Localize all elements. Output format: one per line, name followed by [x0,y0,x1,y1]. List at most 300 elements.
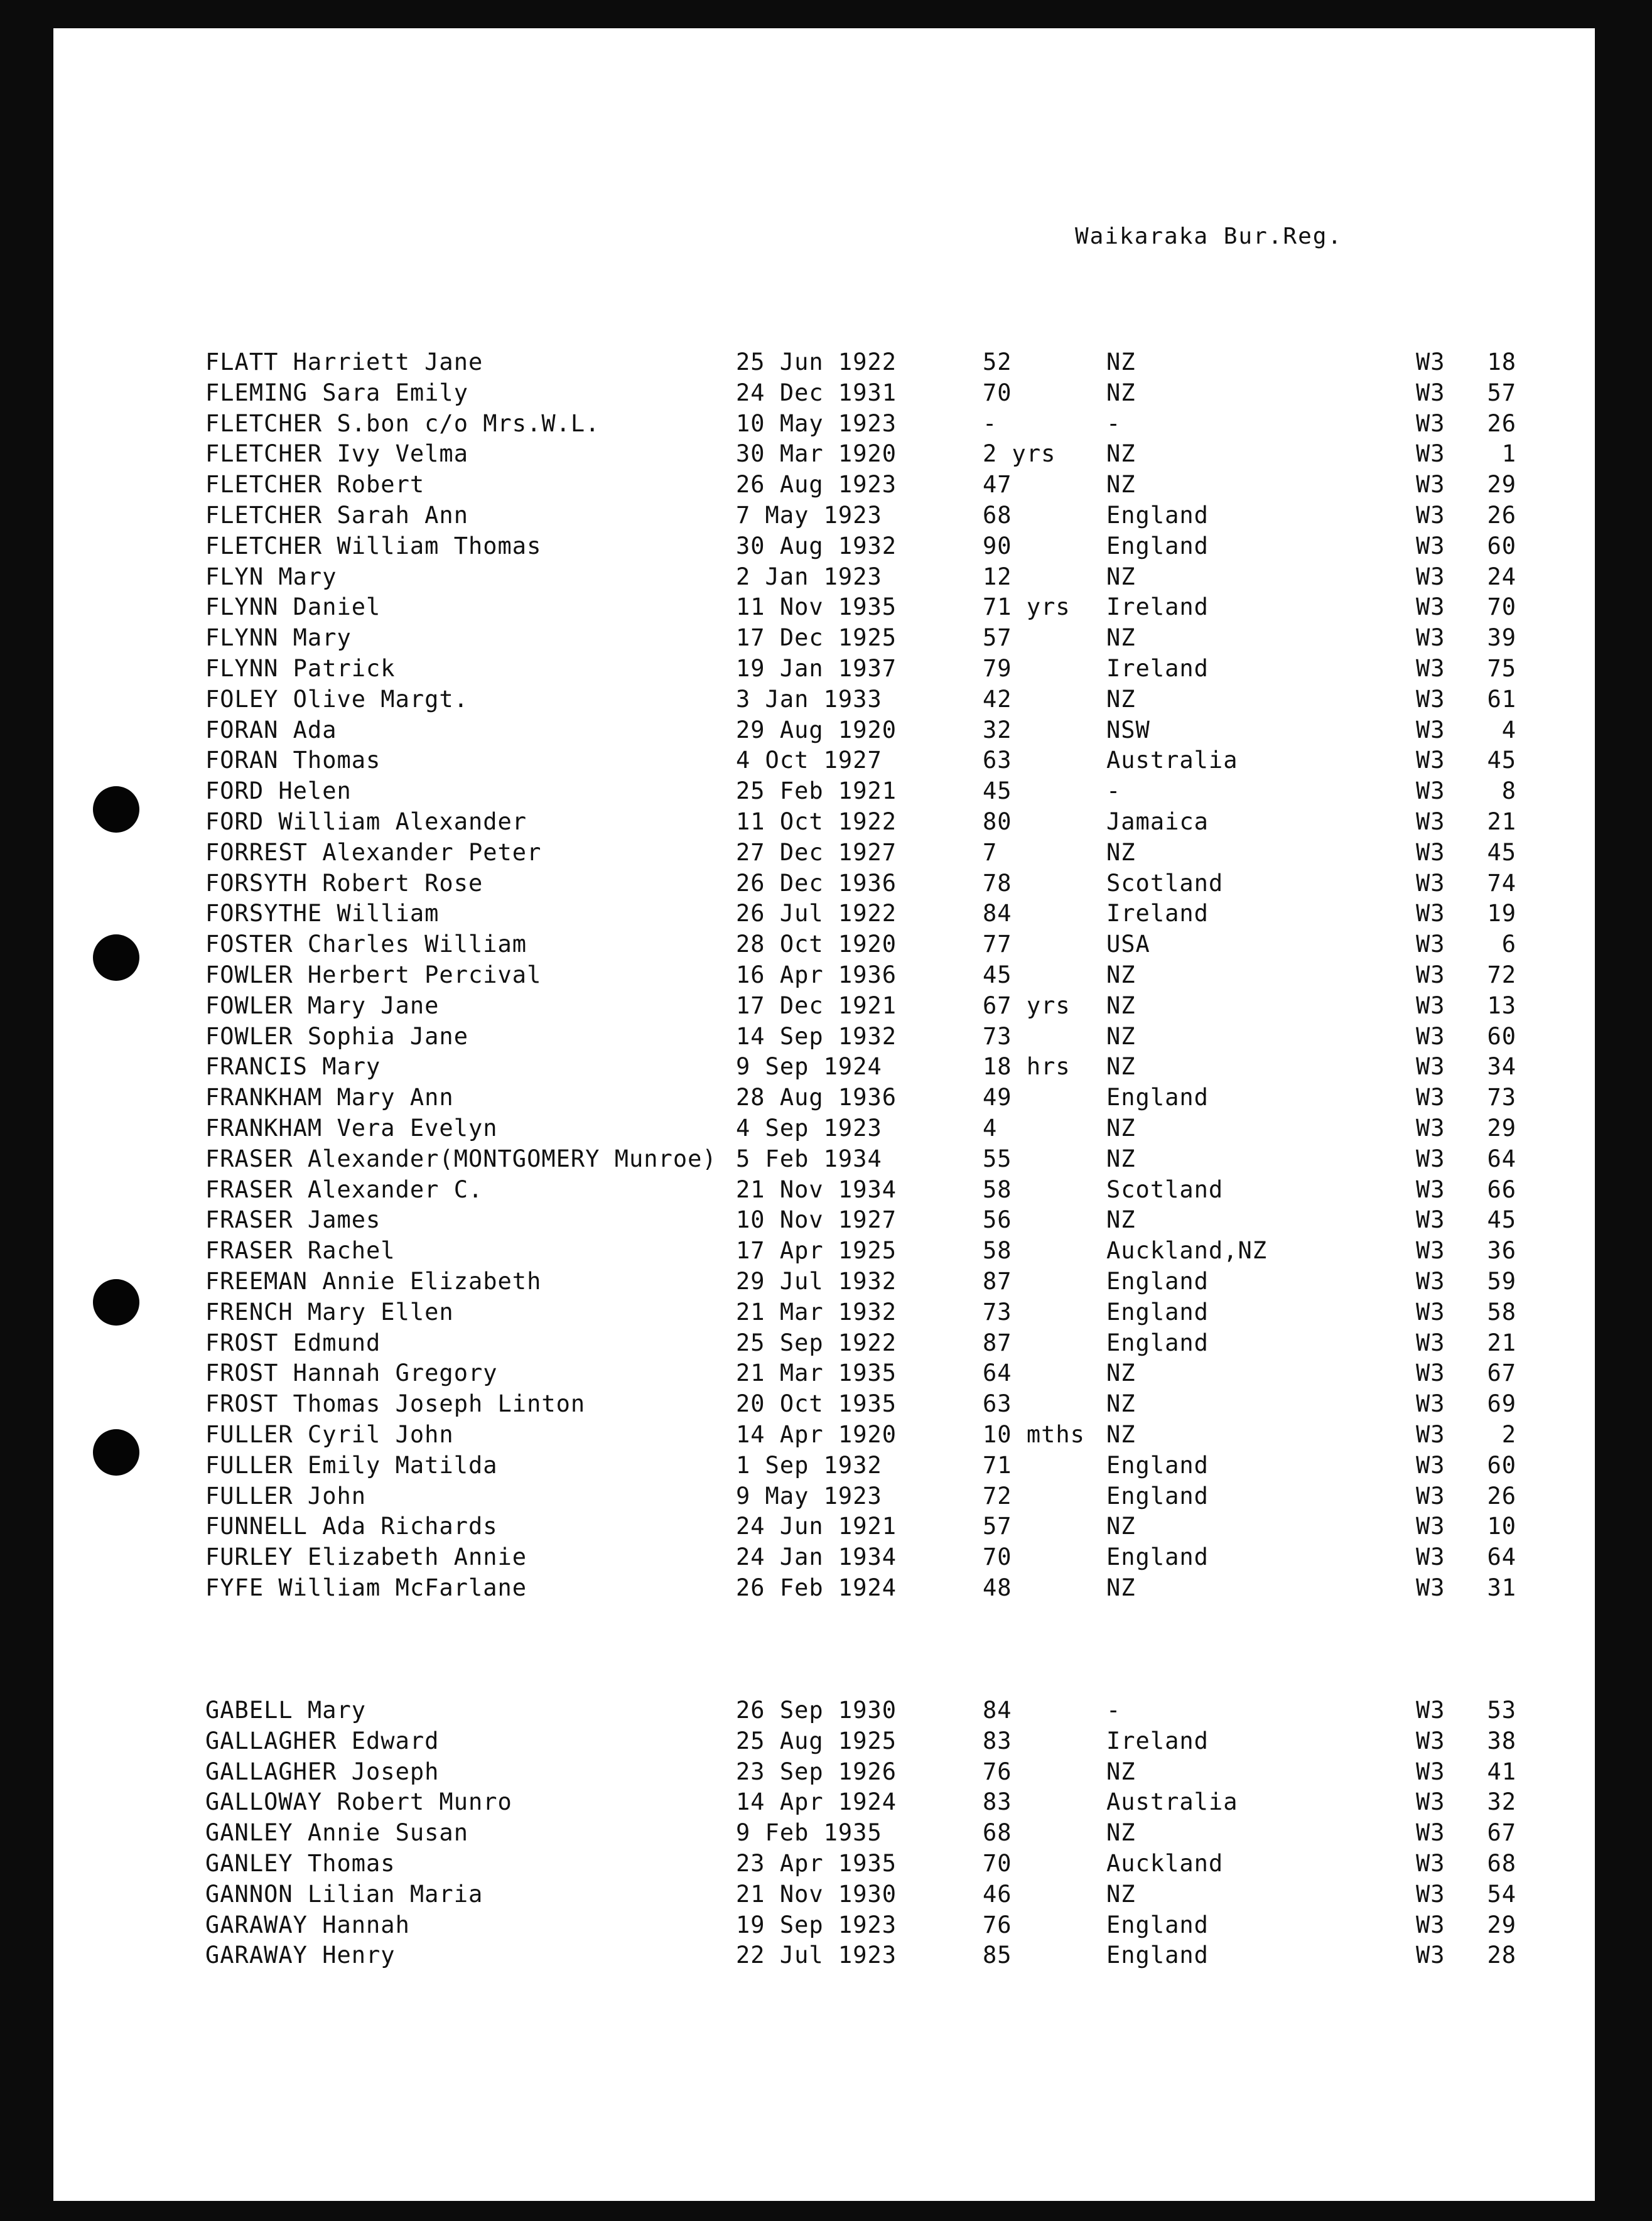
register-age-cell: 18 hrs [983,1053,1071,1081]
register-birthplace-cell: NZ [1106,1513,1136,1540]
register-name-cell: FOSTER Charles William [205,931,527,958]
register-age-cell: 46 [983,1880,1012,1908]
register-name-cell: FROST Hannah Gregory [205,1359,498,1387]
register-ref-cell: W3 [1416,1022,1445,1050]
register-age-cell: 70 [983,379,1012,406]
register-birthplace-cell: NZ [1106,1145,1136,1172]
register-age-cell: 68 [983,502,1012,529]
register-plot-cell: 36 [1487,1237,1516,1265]
register-name-cell: GANLEY Thomas [205,1850,396,1877]
register-name-cell: FLETCHER Sarah Ann [205,502,468,529]
register-ref-cell: W3 [1416,563,1445,590]
register-ref-cell: W3 [1416,1359,1445,1387]
register-plot-cell: 38 [1487,1727,1516,1754]
register-ref-cell: W3 [1416,1237,1445,1265]
register-age-cell: 10 mths [983,1421,1085,1448]
register-age-cell: 7 [983,838,998,866]
register-plot-cell: 29 [1487,1911,1516,1938]
register-age-cell: 84 [983,900,1012,927]
register-age-cell: 77 [983,931,1012,958]
register-ref-cell: W3 [1416,992,1445,1019]
register-name-cell: FREEMAN Annie Elizabeth [205,1268,542,1295]
register-age-cell: 73 [983,1298,1012,1326]
register-date-cell: 28 Aug 1936 [736,1084,897,1111]
register-date-cell: 21 Mar 1935 [736,1359,897,1387]
register-date-cell: 20 Oct 1935 [736,1390,897,1418]
register-date-cell: 26 Jul 1922 [736,900,897,927]
register-ref-cell: W3 [1416,1084,1445,1111]
register-birthplace-cell: NZ [1106,349,1136,376]
register-plot-cell: 45 [1487,838,1516,866]
register-ref-cell: W3 [1416,808,1445,835]
register-date-cell: 24 Jun 1921 [736,1513,897,1540]
register-name-cell: FULLER Cyril John [205,1421,454,1448]
register-birthplace-cell: Jamaica [1106,808,1209,835]
register-birthplace-cell: NZ [1106,563,1136,590]
register-plot-cell: 29 [1487,471,1516,499]
register-birthplace-cell: NZ [1106,1053,1136,1081]
register-birthplace-cell: NZ [1106,1880,1136,1908]
register-name-cell: FYFE William McFarlane [205,1574,527,1601]
register-ref-cell: W3 [1416,1758,1445,1785]
register-plot-cell: 58 [1487,1298,1516,1326]
register-date-cell: 14 Sep 1932 [736,1022,897,1050]
register-date-cell: 24 Jan 1934 [736,1543,897,1571]
register-birthplace-cell: NZ [1106,685,1136,713]
register-date-cell: 9 Feb 1935 [736,1819,882,1847]
register-plot-cell: 67 [1487,1359,1516,1387]
register-plot-cell: 10 [1487,1513,1516,1540]
register-birthplace-cell: NZ [1106,961,1136,988]
register-plot-cell: 26 [1487,1482,1516,1510]
register-plot-cell: 19 [1487,900,1516,927]
register-plot-cell: 28 [1487,1942,1516,1969]
register-plot-cell: 4 [1501,716,1516,743]
register-age-cell: 78 [983,869,1012,897]
register-age-cell: 72 [983,1482,1012,1510]
register-ref-cell: W3 [1416,900,1445,927]
register-ref-cell: W3 [1416,1329,1445,1356]
register-ref-cell: W3 [1416,1175,1445,1203]
register-name-cell: FLYNN Mary [205,624,352,652]
register-date-cell: 17 Dec 1921 [736,992,897,1019]
register-birthplace-cell: NZ [1106,1390,1136,1418]
register-date-cell: 3 Jan 1933 [736,685,882,713]
register-plot-cell: 54 [1487,1880,1516,1908]
register-name-cell: FORAN Ada [205,716,337,743]
register-plot-cell: 24 [1487,563,1516,590]
register-plot-cell: 34 [1487,1053,1516,1081]
register-ref-cell: W3 [1416,409,1445,437]
register-birthplace-cell: NZ [1106,1758,1136,1785]
register-date-cell: 26 Feb 1924 [736,1574,897,1601]
register-ref-cell: W3 [1416,869,1445,897]
register-name-cell: GALLOWAY Robert Munro [205,1788,512,1816]
register-date-cell: 23 Sep 1926 [736,1758,897,1785]
register-plot-cell: 26 [1487,409,1516,437]
register-birthplace-cell: Auckland,NZ [1106,1237,1268,1265]
register-date-cell: 29 Aug 1920 [736,716,897,743]
register-plot-cell: 61 [1487,685,1516,713]
register-birthplace-cell: Auckland [1106,1850,1224,1877]
register-plot-cell: 39 [1487,624,1516,652]
register-age-cell: 58 [983,1237,1012,1265]
register-ref-cell: W3 [1416,1053,1445,1081]
register-name-cell: FRANKHAM Mary Ann [205,1084,454,1111]
register-ref-cell: W3 [1416,1697,1445,1724]
register-date-cell: 27 Dec 1927 [736,838,897,866]
register-ref-cell: W3 [1416,532,1445,559]
register-name-cell: FORD William Alexander [205,808,527,835]
register-age-cell: 67 yrs [983,992,1071,1019]
register-date-cell: 25 Feb 1921 [736,777,897,805]
register-date-cell: 17 Dec 1925 [736,624,897,652]
register-plot-cell: 70 [1487,593,1516,621]
register-name-cell: FRASER Rachel [205,1237,396,1265]
register-age-cell: 58 [983,1175,1012,1203]
register-birthplace-cell: NZ [1106,992,1136,1019]
register-birthplace-cell: England [1106,1482,1209,1510]
register-plot-cell: 21 [1487,1329,1516,1356]
register-age-cell: 85 [983,1942,1012,1969]
register-birthplace-cell: NZ [1106,1359,1136,1387]
register-ref-cell: W3 [1416,1942,1445,1969]
register-ref-cell: W3 [1416,1206,1445,1234]
register-name-cell: FORSYTHE William [205,900,440,927]
register-plot-cell: 2 [1501,1421,1516,1448]
register-birthplace-cell: NZ [1106,624,1136,652]
register-age-cell: 87 [983,1329,1012,1356]
register-plot-cell: 66 [1487,1175,1516,1203]
register-name-cell: FLATT Harriett Jane [205,349,483,376]
punch-hole [93,1279,139,1326]
register-birthplace-cell: Ireland [1106,900,1209,927]
register-name-cell: FRASER Alexander C. [205,1175,483,1203]
register-birthplace-cell: - [1106,1697,1121,1724]
register-date-cell: 28 Oct 1920 [736,931,897,958]
register-birthplace-cell: NZ [1106,1115,1136,1142]
register-plot-cell: 59 [1487,1268,1516,1295]
register-date-cell: 1 Sep 1932 [736,1451,882,1479]
register-age-cell: 83 [983,1727,1012,1754]
register-age-cell: 45 [983,961,1012,988]
register-plot-cell: 68 [1487,1850,1516,1877]
register-name-cell: FOLEY Olive Margt. [205,685,468,713]
register-date-cell: 16 Apr 1936 [736,961,897,988]
register-age-cell: 73 [983,1022,1012,1050]
register-plot-cell: 41 [1487,1758,1516,1785]
register-ref-cell: W3 [1416,1788,1445,1816]
register-plot-cell: 60 [1487,532,1516,559]
register-name-cell: FORSYTH Robert Rose [205,869,483,897]
register-name-cell: FRENCH Mary Ellen [205,1298,454,1326]
register-ref-cell: W3 [1416,1574,1445,1601]
register-date-cell: 26 Dec 1936 [736,869,897,897]
register-date-cell: 9 May 1923 [736,1482,882,1510]
register-birthplace-cell: England [1106,1084,1209,1111]
register-plot-cell: 60 [1487,1451,1516,1479]
register-age-cell: 70 [983,1543,1012,1571]
register-birthplace-cell: NZ [1106,838,1136,866]
register-plot-cell: 6 [1501,931,1516,958]
register-date-cell: 25 Jun 1922 [736,349,897,376]
register-name-cell: FROST Edmund [205,1329,381,1356]
register-birthplace-cell: England [1106,1451,1209,1479]
register-birthplace-cell: England [1106,532,1209,559]
register-date-cell: 5 Feb 1934 [736,1145,882,1172]
register-name-cell: FRASER Alexander(MONTGOMERY Munroe) [205,1145,717,1172]
register-birthplace-cell: England [1106,1543,1209,1571]
register-age-cell: 32 [983,716,1012,743]
register-ref-cell: W3 [1416,1115,1445,1142]
register-plot-cell: 1 [1501,440,1516,468]
register-date-cell: 4 Oct 1927 [736,747,882,774]
register-ref-cell: W3 [1416,1727,1445,1754]
register-age-cell: 90 [983,532,1012,559]
register-age-cell: 84 [983,1697,1012,1724]
register-reference: Waikaraka Bur.Reg. [1075,224,1343,249]
register-name-cell: GABELL Mary [205,1697,367,1724]
register-birthplace-cell: Ireland [1106,1727,1209,1754]
register-age-cell: 2 yrs [983,440,1056,468]
register-age-cell: 79 [983,655,1012,682]
register-name-cell: FORREST Alexander Peter [205,838,542,866]
register-ref-cell: W3 [1416,655,1445,682]
register-age-cell: 49 [983,1084,1012,1111]
register-date-cell: 21 Mar 1932 [736,1298,897,1326]
register-date-cell: 21 Nov 1934 [736,1175,897,1203]
register-date-cell: 25 Sep 1922 [736,1329,897,1356]
register-ref-cell: W3 [1416,1850,1445,1877]
register-birthplace-cell: - [1106,409,1121,437]
register-plot-cell: 73 [1487,1084,1516,1111]
register-name-cell: FULLER John [205,1482,367,1510]
register-plot-cell: 13 [1487,992,1516,1019]
register-name-cell: FLYNN Patrick [205,655,396,682]
register-ref-cell: W3 [1416,1268,1445,1295]
register-birthplace-cell: NZ [1106,1574,1136,1601]
register-age-cell: 47 [983,471,1012,499]
register-date-cell: 26 Sep 1930 [736,1697,897,1724]
register-name-cell: GANLEY Annie Susan [205,1819,468,1847]
register-name-cell: GANNON Lilian Maria [205,1880,483,1908]
register-name-cell: GARAWAY Henry [205,1942,396,1969]
register-name-cell: FOWLER Herbert Percival [205,961,542,988]
register-birthplace-cell: Ireland [1106,655,1209,682]
register-age-cell: 71 [983,1451,1012,1479]
register-birthplace-cell: NZ [1106,1421,1136,1448]
register-name-cell: FLYNN Daniel [205,593,381,621]
register-age-cell: 76 [983,1911,1012,1938]
register-plot-cell: 67 [1487,1819,1516,1847]
register-name-cell: FLETCHER William Thomas [205,532,542,559]
register-date-cell: 19 Jan 1937 [736,655,897,682]
register-plot-cell: 69 [1487,1390,1516,1418]
register-age-cell: 42 [983,685,1012,713]
register-age-cell: 70 [983,1850,1012,1877]
register-date-cell: 21 Nov 1930 [736,1880,897,1908]
register-plot-cell: 60 [1487,1022,1516,1050]
register-name-cell: FLEMING Sara Emily [205,379,468,406]
register-name-cell: GALLAGHER Edward [205,1727,440,1754]
register-birthplace-cell: England [1106,502,1209,529]
register-name-cell: FOWLER Sophia Jane [205,1022,468,1050]
register-age-cell: 87 [983,1268,1012,1295]
register-ref-cell: W3 [1416,502,1445,529]
register-plot-cell: 64 [1487,1145,1516,1172]
register-date-cell: 9 Sep 1924 [736,1053,882,1081]
register-date-cell: 30 Mar 1920 [736,440,897,468]
register-ref-cell: W3 [1416,1911,1445,1938]
register-date-cell: 23 Apr 1935 [736,1850,897,1877]
register-date-cell: 11 Nov 1935 [736,593,897,621]
register-birthplace-cell: NZ [1106,440,1136,468]
register-plot-cell: 26 [1487,502,1516,529]
register-birthplace-cell: - [1106,777,1121,805]
register-name-cell: FORAN Thomas [205,747,381,774]
register-date-cell: 14 Apr 1920 [736,1421,897,1448]
register-plot-cell: 45 [1487,747,1516,774]
register-birthplace-cell: NZ [1106,379,1136,406]
register-birthplace-cell: NSW [1106,716,1150,743]
register-ref-cell: W3 [1416,685,1445,713]
register-age-cell: 52 [983,349,1012,376]
register-birthplace-cell: England [1106,1329,1209,1356]
register-name-cell: GALLAGHER Joseph [205,1758,440,1785]
register-ref-cell: W3 [1416,1880,1445,1908]
register-ref-cell: W3 [1416,1543,1445,1571]
register-ref-cell: W3 [1416,1145,1445,1172]
register-date-cell: 17 Apr 1925 [736,1237,897,1265]
register-ref-cell: W3 [1416,931,1445,958]
register-ref-cell: W3 [1416,379,1445,406]
register-age-cell: 4 [983,1115,998,1142]
register-birthplace-cell: NZ [1106,1206,1136,1234]
register-birthplace-cell: England [1106,1268,1209,1295]
register-date-cell: 10 Nov 1927 [736,1206,897,1234]
register-age-cell: - [983,409,998,437]
register-date-cell: 25 Aug 1925 [736,1727,897,1754]
register-date-cell: 19 Sep 1923 [736,1911,897,1938]
register-plot-cell: 31 [1487,1574,1516,1601]
register-ref-cell: W3 [1416,1513,1445,1540]
register-age-cell: 45 [983,777,1012,805]
register-birthplace-cell: Scotland [1106,869,1224,897]
register-birthplace-cell: England [1106,1911,1209,1938]
register-plot-cell: 64 [1487,1543,1516,1571]
register-birthplace-cell: NZ [1106,471,1136,499]
register-birthplace-cell: Australia [1106,1788,1238,1816]
register-age-cell: 63 [983,747,1012,774]
register-name-cell: FROST Thomas Joseph Linton [205,1390,586,1418]
register-name-cell: FLETCHER Ivy Velma [205,440,468,468]
register-ref-cell: W3 [1416,593,1445,621]
punch-hole [93,786,139,833]
register-plot-cell: 18 [1487,349,1516,376]
register-date-cell: 24 Dec 1931 [736,379,897,406]
register-ref-cell: W3 [1416,838,1445,866]
register-age-cell: 57 [983,1513,1012,1540]
register-date-cell: 10 May 1923 [736,409,897,437]
register-age-cell: 76 [983,1758,1012,1785]
register-age-cell: 64 [983,1359,1012,1387]
register-age-cell: 57 [983,624,1012,652]
register-date-cell: 7 May 1923 [736,502,882,529]
register-plot-cell: 45 [1487,1206,1516,1234]
register-age-cell: 80 [983,808,1012,835]
register-name-cell: FLETCHER S.bon c/o Mrs.W.L. [205,409,600,437]
register-birthplace-cell: Scotland [1106,1175,1224,1203]
register-plot-cell: 8 [1501,777,1516,805]
register-age-cell: 71 yrs [983,593,1071,621]
register-ref-cell: W3 [1416,1482,1445,1510]
register-date-cell: 4 Sep 1923 [736,1115,882,1142]
register-name-cell: GARAWAY Hannah [205,1911,410,1938]
register-age-cell: 56 [983,1206,1012,1234]
register-ref-cell: W3 [1416,471,1445,499]
register-name-cell: FULLER Emily Matilda [205,1451,498,1479]
register-date-cell: 22 Jul 1923 [736,1942,897,1969]
register-ref-cell: W3 [1416,624,1445,652]
register-date-cell: 11 Oct 1922 [736,808,897,835]
register-birthplace-cell: NZ [1106,1022,1136,1050]
register-date-cell: 14 Apr 1924 [736,1788,897,1816]
register-ref-cell: W3 [1416,1451,1445,1479]
register-ref-cell: W3 [1416,1421,1445,1448]
register-name-cell: FRASER James [205,1206,381,1234]
register-ref-cell: W3 [1416,1390,1445,1418]
register-plot-cell: 57 [1487,379,1516,406]
register-date-cell: 30 Aug 1932 [736,532,897,559]
register-plot-cell: 29 [1487,1115,1516,1142]
register-ref-cell: W3 [1416,349,1445,376]
punch-hole [93,934,139,981]
register-age-cell: 12 [983,563,1012,590]
register-ref-cell: W3 [1416,777,1445,805]
register-age-cell: 63 [983,1390,1012,1418]
register-ref-cell: W3 [1416,1819,1445,1847]
register-age-cell: 68 [983,1819,1012,1847]
register-ref-cell: W3 [1416,716,1445,743]
register-plot-cell: 75 [1487,655,1516,682]
register-birthplace-cell: England [1106,1298,1209,1326]
register-plot-cell: 53 [1487,1697,1516,1724]
register-birthplace-cell: Ireland [1106,593,1209,621]
register-name-cell: FLETCHER Robert [205,471,425,499]
register-age-cell: 48 [983,1574,1012,1601]
register-ref-cell: W3 [1416,440,1445,468]
register-plot-cell: 21 [1487,808,1516,835]
register-age-cell: 55 [983,1145,1012,1172]
register-plot-cell: 74 [1487,869,1516,897]
register-name-cell: FRANCIS Mary [205,1053,381,1081]
register-name-cell: FRANKHAM Vera Evelyn [205,1115,498,1142]
register-name-cell: FURLEY Elizabeth Annie [205,1543,527,1571]
register-birthplace-cell: USA [1106,931,1150,958]
register-ref-cell: W3 [1416,1298,1445,1326]
register-name-cell: FOWLER Mary Jane [205,992,440,1019]
register-birthplace-cell: Australia [1106,747,1238,774]
register-name-cell: FORD Helen [205,777,352,805]
register-date-cell: 26 Aug 1923 [736,471,897,499]
register-ref-cell: W3 [1416,747,1445,774]
register-birthplace-cell: England [1106,1942,1209,1969]
register-date-cell: 2 Jan 1923 [736,563,882,590]
register-date-cell: 29 Jul 1932 [736,1268,897,1295]
register-plot-cell: 72 [1487,961,1516,988]
register-birthplace-cell: NZ [1106,1819,1136,1847]
register-name-cell: FLYN Mary [205,563,337,590]
